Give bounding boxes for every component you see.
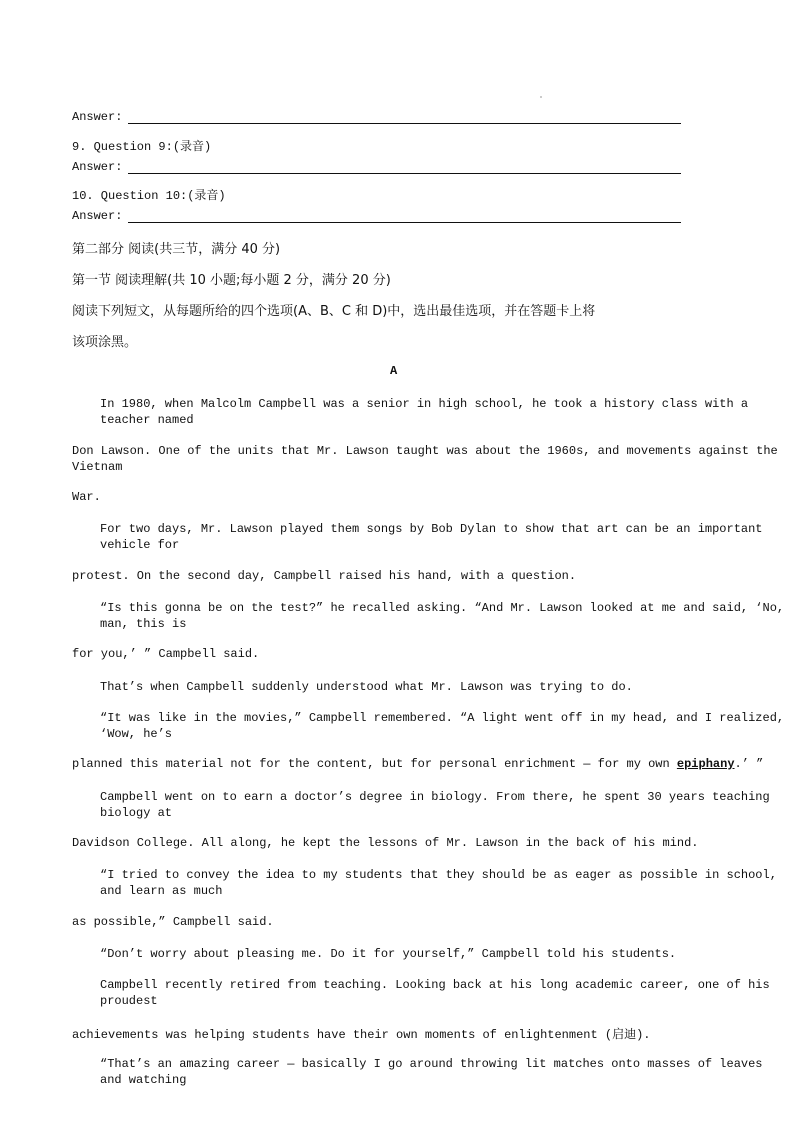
subsection-title: 第一节 阅读理解(共 10 小题;每小题 2 分，满分 20 分): [72, 273, 391, 288]
scan-speck: [540, 96, 542, 98]
paragraph-10-start: “That’s an amazing career — basically I go around throwing lit matches onto masses of leaves and watching: [100, 1057, 763, 1087]
answer-label: Answer:: [72, 209, 123, 223]
passage-letter: A: [390, 364, 398, 378]
paragraph-2-cont: protest. On the second day, Campbell raised his hand, with a question.: [72, 569, 577, 583]
answer-row-9: [72, 160, 681, 174]
paragraph-6-start: Campbell went on to earn a doctor’s degree in biology. From there, he spent 30 years teaching biology at: [100, 790, 770, 820]
part-title: 第二部分 阅读(共三节，满分 40 分): [72, 242, 281, 257]
answer-row-10: [72, 209, 681, 223]
answer-blank-8[interactable]: [128, 111, 681, 124]
paragraph-1-line: Don Lawson. One of the units that Mr. Lawson taught was about the 1960s, and movements against the Vietnam: [72, 444, 778, 474]
question-9: 9. Question 9:(录音): [72, 140, 212, 154]
answer-row-8: [72, 110, 681, 124]
paragraph-2-start: For two days, Mr. Lawson played them songs by Bob Dylan to show that art can be an important vehicle for: [100, 522, 763, 552]
paragraph-7-start: “I tried to convey the idea to my students that they should be as eager as possible in school, and learn as much: [100, 868, 777, 898]
answer-blank-9[interactable]: [128, 161, 681, 174]
epiphany-word: epiphany: [676, 757, 735, 771]
answer-label: Answer:: [72, 160, 123, 174]
paragraph-3-start: “Is this gonna be on the test?” he recalled asking. “And Mr. Lawson looked at me and said, ‘No, man, this is: [100, 601, 785, 631]
instruction-line-1: 阅读下列短文，从每题所给的四个选项(A、B、C 和 D)中，选出最佳选项，并在答题卡上将: [72, 304, 596, 319]
paragraph-4: That’s when Campbell suddenly understood what Mr. Lawson was trying to do.: [100, 680, 633, 694]
paragraph-1-cont: [72, 443, 792, 475]
paragraph-3-cont: for you,’ ” Campbell said.: [72, 647, 260, 661]
paragraph-1-end: War.: [72, 490, 101, 504]
paragraph-9-cont: achievements was helping students have their own moments of enlightenment (启迪).: [72, 1028, 651, 1042]
answer-label: Answer:: [72, 110, 123, 124]
paragraph-6-cont: Davidson College. All along, he kept the lessons of Mr. Lawson in the back of his mind.: [72, 836, 699, 850]
paragraph-1-start: In 1980, when Malcolm Campbell was a senior in high school, he took a history class with a teacher named: [100, 397, 749, 427]
paragraph-5-text: planned this material not for the content, but for personal enrichment — for my own: [72, 757, 677, 771]
paragraph-8: “Don’t worry about pleasing me. Do it for yourself,” Campbell told his students.: [100, 947, 677, 961]
instruction-line-2: 该项涂黑。: [72, 335, 138, 350]
paragraph-9-start: Campbell recently retired from teaching. Looking back at his long academic career, one of his proudest: [100, 978, 770, 1008]
answer-blank-10[interactable]: [128, 210, 681, 223]
paragraph-5-cont: [72, 757, 763, 771]
paragraph-5-start: “It was like in the movies,” Campbell remembered. “A light went off in my head, and I realized, ‘Wow, he’s: [100, 711, 785, 741]
paragraph-7-cont: as possible,” Campbell said.: [72, 915, 274, 929]
paragraph-5-close: .’ ”: [734, 757, 764, 771]
question-10: 10. Question 10:(录音): [72, 189, 226, 203]
